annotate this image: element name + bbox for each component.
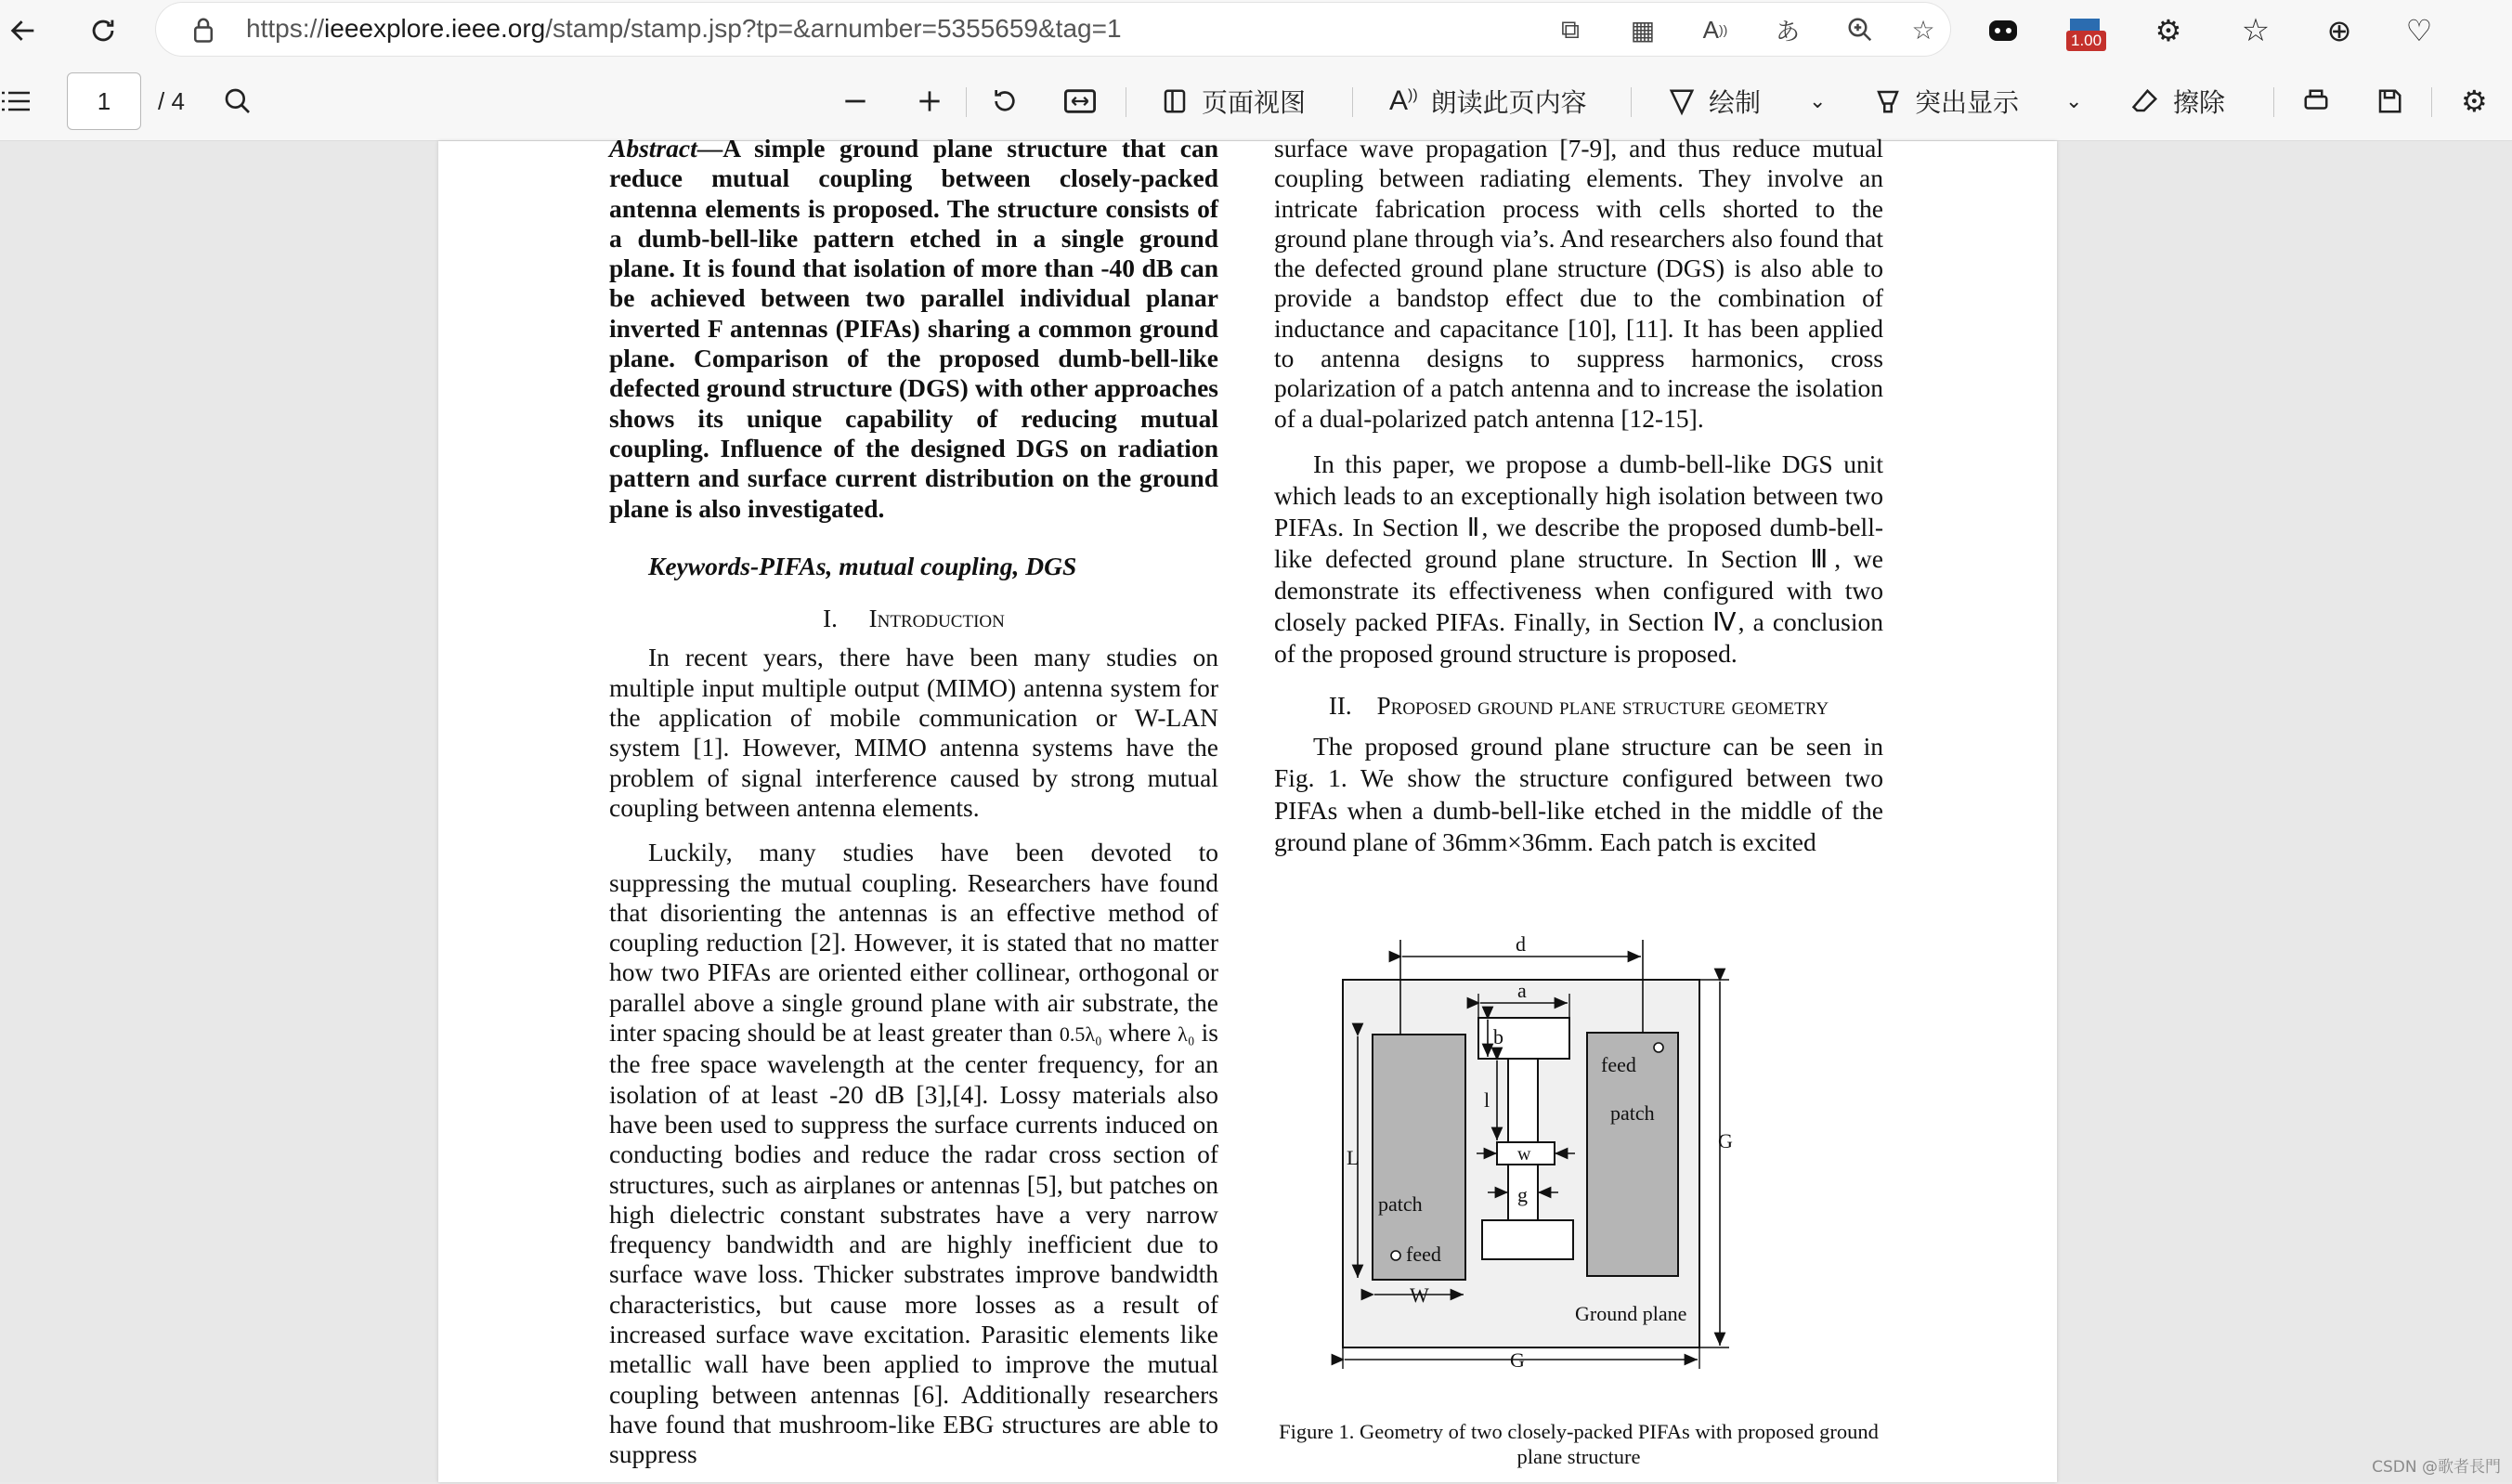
highlight-options-chevron[interactable] bbox=[2065, 78, 2082, 124]
page-view-icon bbox=[1161, 87, 1189, 115]
paragraph: Luckily, many studies have been devoted to suppressing the mutual coupling. Researchers have found that disorienting the antennas is an effective method of coupling reduction [2]. However, it is stated that no matter how two PIFAs are oriented either collinear, orthogonal or parallel above a single ground plane with air substrate, the inter spacing should be at least greater than 0.5λ₀ where λ₀ is the free space wavelength at the center frequency, for an isolation of at least -20 dB [3],[4]. Lossy materials also have been used to suppress the surface currents induced on conducting bodies and reduce the radar cross section of structures, such as airplanes or antennas [5], but patches on high dielectric constant substrates have a very narrow frequency bandwidth and are highly inefficient due to surface wave loss. Thicker substrates improve bandwidth characteristics, but cause more losses as a result of increased surface wave excitation. Parasitic elements like metallic wall have been applied to improve the mutual coupling between antennas [6]. Additionally researchers have found that mushroom-like EBG structures are able to suppress bbox=[609, 838, 1219, 1469]
page-number-input[interactable]: 1 bbox=[67, 72, 141, 130]
browser-top-bar bbox=[0, 0, 2512, 61]
fig-label-L: L bbox=[1347, 1146, 1360, 1169]
pdf-viewer[interactable] bbox=[0, 134, 2512, 1482]
read-aloud-button[interactable]: A)) 朗读此页内容 bbox=[1389, 85, 1587, 118]
settings-button[interactable] bbox=[2461, 78, 2488, 124]
extension-badge: 1.00 bbox=[2066, 31, 2106, 51]
section-heading-1: I. Introduction bbox=[823, 605, 1005, 633]
fig-label-ground-plane: Ground plane bbox=[1575, 1302, 1687, 1325]
browser-essentials-icon[interactable]: ♡ bbox=[2405, 14, 2433, 47]
fig-label-w: w bbox=[1517, 1144, 1531, 1165]
fig-label-b: b bbox=[1493, 1025, 1503, 1048]
figure-1-diagram bbox=[1311, 932, 1757, 1372]
fig-label-feed-left: feed bbox=[1406, 1243, 1441, 1266]
print-button[interactable] bbox=[2301, 78, 2331, 124]
fit-width-button[interactable] bbox=[1064, 78, 1096, 124]
section-heading-2: II. Proposed ground plane structure geometry bbox=[1328, 691, 1829, 720]
gear-icon: ⚙ bbox=[2461, 85, 2488, 118]
lock-icon[interactable] bbox=[184, 10, 223, 49]
fig-label-a: a bbox=[1517, 979, 1527, 1002]
apps-grid-icon[interactable]: ▦ bbox=[1630, 15, 1656, 45]
eraser-icon bbox=[2130, 87, 2160, 115]
draw-button[interactable]: 绘制 bbox=[1668, 78, 1761, 124]
fig-label-G-bottom: G bbox=[1510, 1348, 1525, 1372]
read-aloud-icon[interactable]: A )) bbox=[1702, 15, 1728, 44]
reload-icon bbox=[87, 15, 119, 46]
paragraph: surface wave propagation [7-9], and thus reduce mutual coupling between radiating elements. They involve an intricate fabrication process with cells shorted to the ground plane through via’s. And researchers also found that the defected ground plane structure (DGS) is also able to provide a bandstop effect due to the combination of inductance and capacitance [10], [11]. It has been applied to antenna designs to suppress harmonics, cross polarization of a patch antenna and to increase the isolation of a dual-polarized patch antenna [12-15]. bbox=[1274, 134, 1884, 433]
draw-options-chevron[interactable] bbox=[1809, 78, 1826, 124]
keywords: Keywords-PIFAs, mutual coupling, DGS bbox=[648, 551, 1077, 580]
rotate-icon bbox=[990, 86, 1020, 116]
favorites-icon[interactable]: ☆ bbox=[2241, 13, 2271, 48]
abstract: Abstract—A simple ground plane structure that can reduce mutual coupling between closely-packed antenna elements is proposed. The structure consists of a dumb-bell-like pattern etched in a single ground plane. It is found that isolation of more than -40 dB can be achieved between two parallel individual planar inverted F antennas (PIFAs) sharing a common ground plane. Comparison of the proposed dumb-bell-like defected ground structure (DGS) with other approaches shows its unique capability of reducing mutual coupling. Influence of the designed DGS on radiation pattern and surface current distribution on the ground plane is also investigated. bbox=[609, 134, 1218, 523]
address-bar[interactable] bbox=[156, 3, 1950, 56]
fig-label-patch-right: patch bbox=[1610, 1101, 1655, 1125]
rotate-button[interactable] bbox=[990, 78, 1020, 124]
paragraph: In this paper, we propose a dumb-bell-like DGS unit which leads to an exceptionally high isolation between two PIFAs. In Section Ⅱ, we describe the proposed dumb-bell-like defected ground plane structure. In Section Ⅲ, we demonstrate its effectiveness when configured with two closely packed PIFAs. Finally, in Section Ⅳ, a conclusion of the proposed ground structure is proposed. bbox=[1274, 449, 1883, 668]
contents-icon[interactable] bbox=[0, 78, 32, 124]
page-count: / 4 bbox=[158, 87, 185, 115]
fig-label-patch-left: patch bbox=[1378, 1192, 1423, 1216]
plus-icon bbox=[915, 86, 944, 116]
fig-label-W: W bbox=[1410, 1283, 1429, 1307]
pdf-page bbox=[438, 134, 2057, 1482]
fig-label-g: g bbox=[1517, 1183, 1528, 1206]
fig-label-feed-right: feed bbox=[1601, 1053, 1636, 1076]
search-icon[interactable] bbox=[223, 78, 253, 124]
back-arrow-icon bbox=[7, 15, 39, 46]
url-text[interactable]: https://ieeexplore.ieee.org/stamp/stamp.jsp?tp=&arnumber=5355659&tag=1 bbox=[246, 14, 1122, 43]
paragraph: In recent years, there have been many studies on multiple input multiple output (MIMO) antenna system for the application of mobile communication or W-LAN system [1]. However, MIMO antenna systems have the problem of signal interference caused by strong mutual coupling between antenna elements. bbox=[609, 643, 1218, 822]
extension-game-icon[interactable] bbox=[1980, 7, 2026, 54]
reload-button[interactable] bbox=[80, 7, 126, 54]
add-favorite-icon[interactable]: ☆ bbox=[1911, 15, 1935, 45]
extensions-puzzle-icon[interactable]: ⚙ bbox=[2154, 14, 2182, 47]
printer-icon bbox=[2301, 87, 2331, 115]
zoom-in-button[interactable] bbox=[915, 78, 944, 124]
highlight-button[interactable]: 突出显示 bbox=[1874, 78, 2019, 124]
app-available-icon[interactable]: ⧉ bbox=[1561, 14, 1580, 44]
right-column bbox=[1274, 134, 1883, 874]
fig-label-l: l bbox=[1484, 1088, 1490, 1112]
save-icon bbox=[2375, 87, 2403, 115]
zoom-out-button[interactable] bbox=[840, 78, 870, 124]
pdf-toolbar bbox=[0, 61, 2512, 141]
erase-button[interactable]: 擦除 bbox=[2130, 78, 2225, 124]
figure-caption: Figure 1. Geometry of two closely-packed PIFAs with proposed ground plane structure bbox=[1279, 1420, 1879, 1468]
fig-label-d: d bbox=[1516, 932, 1526, 956]
fig-label-G-right: G bbox=[1718, 1129, 1733, 1152]
watermark: CSDN @歌者長門 bbox=[2372, 1458, 2501, 1477]
save-button[interactable] bbox=[2375, 78, 2403, 124]
draw-pen-icon bbox=[1668, 87, 1696, 115]
fit-width-icon bbox=[1064, 87, 1096, 115]
chevron-down-icon: ⌄ bbox=[1809, 89, 1827, 112]
chevron-down-icon: ⌄ bbox=[2065, 89, 2083, 112]
highlighter-icon bbox=[1874, 87, 1902, 115]
page-view-button[interactable]: 页面视图 bbox=[1161, 78, 1306, 124]
zoom-icon[interactable] bbox=[1841, 10, 1880, 49]
left-column bbox=[609, 134, 1218, 1484]
back-button[interactable] bbox=[0, 7, 46, 54]
minus-icon bbox=[840, 86, 870, 116]
collections-icon[interactable]: ⊕ bbox=[2326, 14, 2352, 47]
translate-icon[interactable]: あ bbox=[1775, 17, 1800, 46]
paragraph: The proposed ground plane structure can be seen in Fig. 1. We show the structure configured between two PIFAs when a dumb-bell-like etched in the middle of the ground plane of 36mm×36mm. Each patch is excited bbox=[1274, 731, 1883, 857]
read-aloud-icon: A)) bbox=[1389, 85, 1418, 116]
